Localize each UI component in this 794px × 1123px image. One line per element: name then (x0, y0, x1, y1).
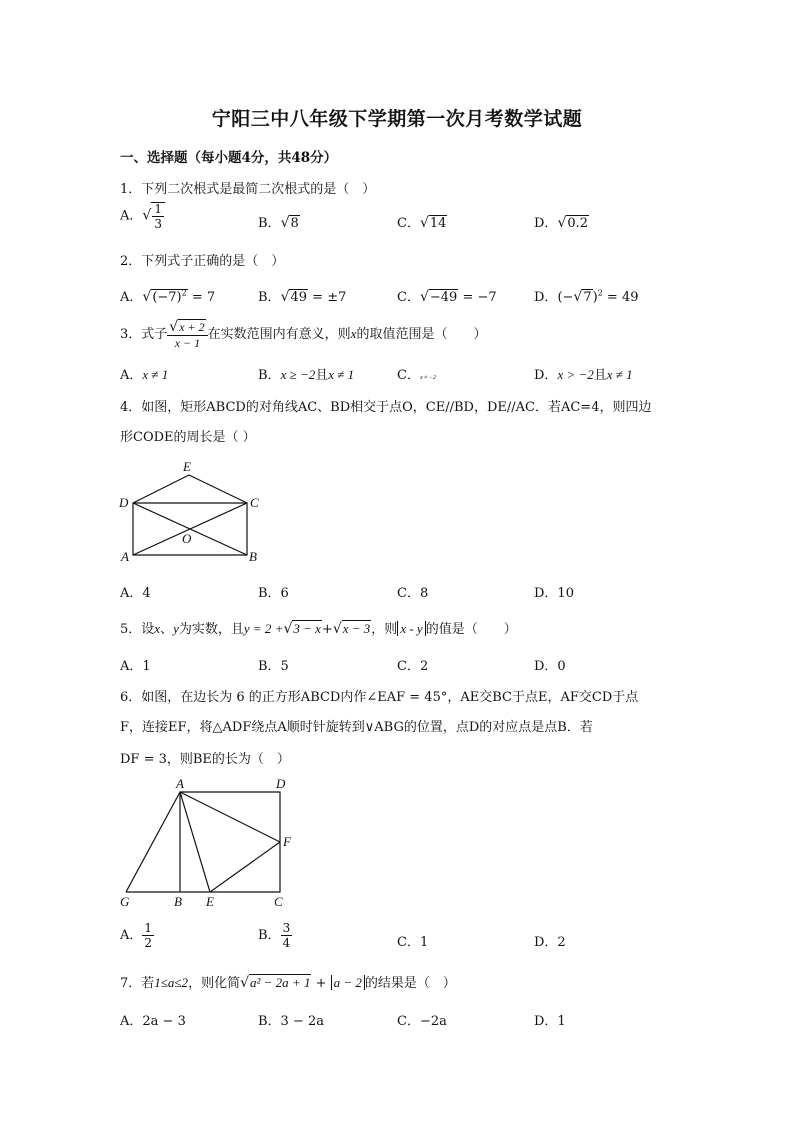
sqrt-symbol: √ (419, 289, 429, 305)
q2-option-c (397, 286, 497, 305)
q3-d-value1: x > −2 (557, 367, 594, 382)
q6-line2: F，连接EF，将△ADF绕点A顺时针旋转到∨ABG的位置，点D的对应点是点B．若 (120, 720, 593, 735)
q3-b-and: 且 (315, 368, 329, 383)
q7-option-c: C．−2a (397, 1014, 447, 1029)
sqrt-symbol: √ (283, 621, 293, 637)
q3-stem (120, 320, 486, 349)
q6-b-label: B． (258, 928, 281, 943)
q2-b-rest: = ±7 (308, 290, 347, 305)
q7-stem-mid: ，则化简 (188, 976, 241, 991)
segment-ae (180, 792, 210, 892)
q7-stem (120, 972, 456, 991)
q7-option-a: A．2a − 3 (120, 1014, 186, 1029)
q5-option-c: C．2 (397, 659, 429, 674)
q3-d-label: D． (534, 368, 558, 383)
q3-fraction (167, 320, 207, 349)
label-o: O (182, 531, 192, 546)
label-g: G (120, 894, 130, 909)
sqrt-symbol: √ (280, 289, 290, 305)
q1-d-label: D． (534, 216, 558, 231)
segment-af (180, 792, 280, 842)
label-b: B (174, 894, 182, 909)
q6-square-figure (112, 774, 302, 910)
q6-line1: 6．如图，在边长为 6 的正方形ABCD内作∠EAF = 45°，AE交BC于点E，AF交CD于点 (120, 690, 639, 705)
q4-line2: 形CODE的周长是（ ） (120, 430, 256, 445)
q5-expr-pre: y = 2 + (243, 621, 284, 636)
q6-a-fraction (142, 922, 154, 949)
q2-d-paren-close: ) (592, 290, 598, 305)
q7-condition: 1≤a≤2 (154, 975, 189, 990)
q6-option-d: D．2 (534, 935, 566, 950)
q5-x: x (154, 621, 161, 636)
q6-option-c: C．1 (397, 935, 429, 950)
sqrt-symbol: √ (557, 215, 567, 231)
q4-option-b: B．6 (258, 586, 289, 601)
q1-c-radicand: 14 (429, 216, 447, 231)
q2-a-radicand: (−7) (152, 290, 182, 305)
q1-option-a (120, 202, 165, 230)
q3-stem-pre: 3．式子 (120, 327, 168, 342)
q7-stem-post: 的结果是（ ） (364, 976, 456, 991)
q6-option-a (120, 922, 154, 949)
q3-b-value2: x ≠ 1 (328, 367, 355, 382)
page-title: 宁阳三中八年级下学期第一次月考数学试题 (211, 108, 583, 130)
q1-c-label: C． (397, 216, 420, 231)
label-d: D (276, 776, 286, 791)
q7-plus: + (311, 976, 331, 991)
segment-ef (210, 842, 280, 892)
sqrt-symbol: √ (419, 215, 429, 231)
label-e: E (206, 894, 214, 909)
q3-option-b (258, 364, 354, 383)
q3-a-label: A． (120, 368, 143, 383)
q5-option-d: D．0 (534, 659, 566, 674)
q2-d-exponent: 2 (597, 288, 603, 298)
section-heading: 一、选择题（每小题4分，共48分） (120, 150, 338, 166)
q2-option-a (120, 286, 215, 305)
q1-stem: 1．下列二次根式是最简二次根式的是（ ） (120, 182, 376, 197)
q7-abs-value: a − 2 (331, 975, 365, 990)
q5-stem-mid: 为实数，且 (178, 622, 244, 637)
q6-b-den: 4 (282, 936, 291, 950)
label-f: F (283, 834, 291, 849)
q2-stem: 2．下列式子正确的是（ ） (120, 254, 285, 269)
label-d: D (119, 495, 129, 510)
q1-b-label: B． (258, 216, 281, 231)
q5-stem-post: 的值是（ ） (425, 622, 517, 637)
label-e: E (183, 459, 191, 474)
q1-a-label: A． (120, 208, 143, 224)
sqrt-symbol: √ (142, 207, 152, 224)
sqrt-symbol: √ (280, 215, 290, 231)
q3-option-c (397, 364, 436, 383)
q2-a-rest: = 7 (187, 290, 216, 305)
q5-plus: + (321, 622, 333, 637)
q3-d-value2: x ≠ 1 (606, 367, 633, 382)
q3-stem-mid: 在实数范围内有意义，则 (207, 327, 351, 342)
q4-line1: 4．如图，矩形ABCD的对角线AC、BD相交于点O，CE//BD，DE//AC．若AC=4，则四边 (120, 400, 652, 415)
q1-option-d (534, 212, 589, 231)
q3-numerator: x + 2 (179, 320, 205, 334)
q5-radicand-1: 3 − x (293, 621, 321, 636)
q3-option-d (534, 364, 633, 383)
q3-c-value: x ≠ −2 (419, 375, 436, 381)
label-c: C (250, 495, 259, 510)
q2-c-label: C． (397, 290, 420, 305)
q2-d-radicand: 7 (583, 290, 592, 305)
sqrt-symbol: √ (573, 289, 583, 305)
q4-option-a: A．4 (120, 586, 151, 601)
q2-a-label: A． (120, 290, 143, 305)
q3-c-label: C． (397, 368, 420, 383)
q2-a-exponent: 2 (181, 288, 187, 298)
q6-option-b (258, 922, 292, 949)
sqrt-symbol: √ (142, 289, 152, 305)
q2-b-radicand: 49 (290, 290, 308, 305)
q2-d-rest: = 49 (602, 290, 639, 305)
q5-sep: 、 (160, 622, 174, 637)
q6-b-fraction (281, 922, 293, 949)
q7-radicand: a² − 2a + 1 (250, 975, 311, 990)
q3-denominator: x − 1 (174, 336, 201, 350)
q3-b-value1: x ≥ −2 (280, 367, 316, 382)
label-b: B (249, 549, 257, 564)
q2-option-b (258, 286, 346, 305)
q5-stem-pre: 5．设 (120, 622, 155, 637)
q4-option-c: C．8 (397, 586, 429, 601)
q5-stem (120, 618, 517, 637)
label-a: A (176, 776, 184, 791)
q3-stem-post: 的取值范围是（ ） (356, 327, 487, 342)
q5-abs-value: x - y (397, 621, 425, 636)
q3-b-label: B． (258, 368, 281, 383)
q6-a-num: 1 (144, 921, 153, 935)
q6-a-label: A． (120, 928, 143, 943)
q6-b-num: 3 (282, 921, 291, 935)
q3-variable: x (350, 326, 357, 341)
q6-line3: DF = 3，则BE的长为（ ） (120, 752, 290, 767)
q2-d-paren-open: (− (557, 290, 574, 305)
q3-a-value: x ≠ 1 (142, 367, 169, 382)
q1-a-fraction (151, 202, 165, 230)
triangle-dec-sides (133, 475, 247, 503)
q2-d-label: D． (534, 290, 558, 305)
q4-rectangle-figure (115, 455, 275, 567)
q5-stem-mid2: ，则 (371, 622, 398, 637)
q5-y: y (173, 621, 179, 636)
q5-radicand-2: x − 3 (342, 621, 371, 636)
q6-a-den: 2 (144, 936, 153, 950)
q2-option-d (534, 286, 638, 305)
sqrt-symbol: √ (240, 975, 249, 991)
q7-option-b: B．3 − 2a (258, 1014, 325, 1029)
q1-b-radicand: 8 (290, 216, 299, 231)
q1-a-den: 3 (154, 217, 162, 231)
label-c: C (274, 894, 283, 909)
q7-stem-pre: 7．若 (120, 976, 155, 991)
sqrt-symbol: √ (169, 319, 179, 335)
q3-option-a (120, 364, 168, 383)
q1-option-c (397, 212, 447, 231)
q1-option-b (258, 212, 300, 231)
q5-option-a: A．1 (120, 659, 151, 674)
sqrt-symbol: √ (332, 621, 342, 637)
q7-option-d: D．1 (534, 1014, 566, 1029)
q1-a-num: 1 (154, 202, 162, 216)
q5-option-b: B．5 (258, 659, 289, 674)
segment-ag (126, 792, 180, 892)
q1-d-radicand: 0.2 (567, 216, 589, 231)
q3-d-and: 且 (593, 368, 607, 383)
label-a: A (121, 549, 129, 564)
q2-c-radicand: −49 (429, 290, 458, 305)
q2-c-rest: = −7 (458, 290, 497, 305)
q2-b-label: B． (258, 290, 281, 305)
q4-option-d: D．10 (534, 586, 574, 601)
